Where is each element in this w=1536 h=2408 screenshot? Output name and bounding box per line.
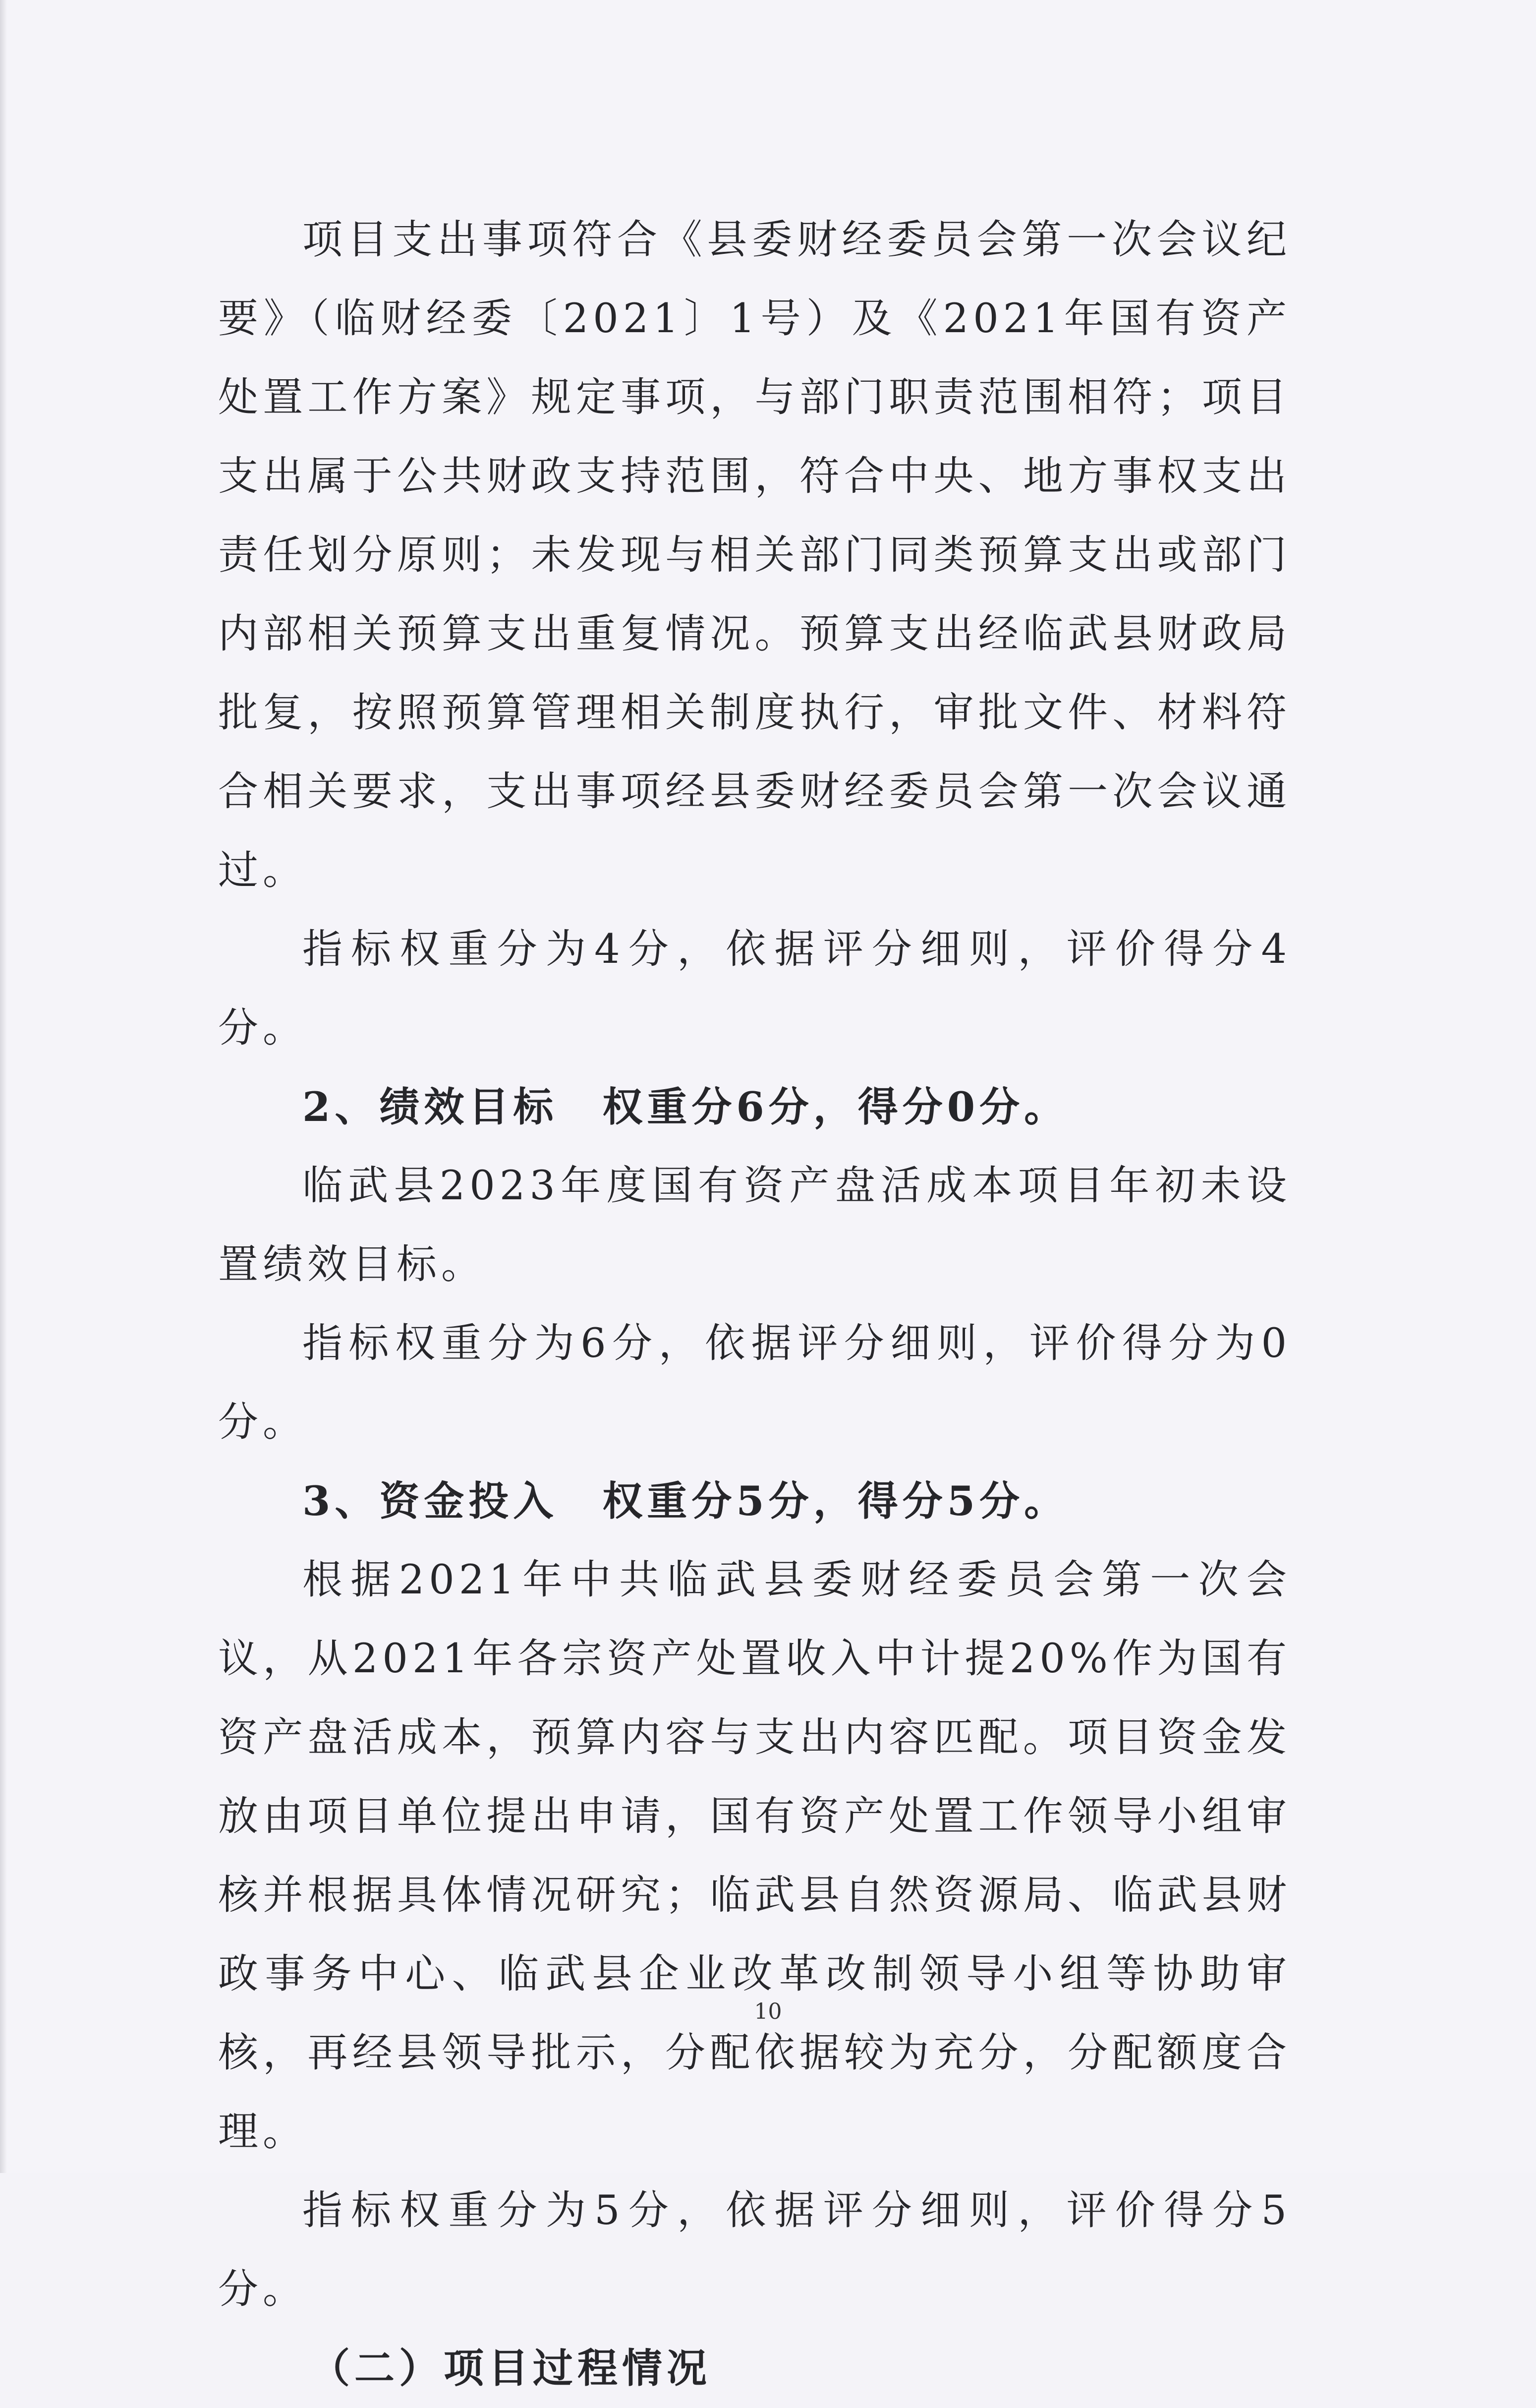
heading-fund-input: 3、资金投入 权重分5分，得分5分。 bbox=[302, 1478, 1069, 1525]
paragraph-fund-input: 根据2021年中共临武县委财经委员会第一次会议，从2021年各宗资产处置收入中计提20%作为国有资产盘活成本，预算内容与支出内容匹配。项目资金发放由项目单位提出申请，国有资产处置工作领导小组审核并根据具体情况研究；临武县自然资源局、临武县财政事务中心、临武县企业改革改制领导小组等协助审核，再经县领导批示，分配依据较为充分，分配额度合理。 bbox=[218, 1557, 1291, 2155]
paragraph-score-indicator-3: 指标权重分为5分，依据评分细则，评价得分5分。 bbox=[218, 2187, 1291, 2313]
paragraph-performance-goal: 临武县2023年度国有资产盘活成本项目年初未设置绩效目标。 bbox=[218, 1163, 1291, 1288]
paragraph-project-compliance: 项目支出事项符合《县委财经委员会第一次会议纪要》（临财经委〔2021〕1号）及《2021年国有资产处置工作方案》规定事项，与部门职责范围相符；项目支出属于公共财政支持范围，符合中央、地方事权支出责任划分原则；未发现与相关部门同类预算支出或部门内部相关预算支出重复情况。预算支出经临武县财政局批复，按照预算管理相关制度执行，审批文件、材料符合相关要求，支出事项经县委财经委员会第一次会议通过。 bbox=[218, 217, 1291, 894]
scan-edge-shadow bbox=[0, 0, 7, 2173]
document-body bbox=[218, 201, 1291, 2408]
heading-performance-goal: 2、绩效目标 权重分6分，得分0分。 bbox=[302, 1084, 1069, 1131]
page-number: 10 bbox=[754, 1999, 782, 2024]
paragraph-score-indicator-2: 指标权重分为6分，依据评分细则，评价得分为0分。 bbox=[218, 1320, 1291, 1446]
section-heading-project-process: （二）项目过程情况 bbox=[310, 2345, 712, 2392]
paragraph-score-indicator-1: 指标权重分为4分，依据评分细则，评价得分4分。 bbox=[218, 926, 1291, 1052]
